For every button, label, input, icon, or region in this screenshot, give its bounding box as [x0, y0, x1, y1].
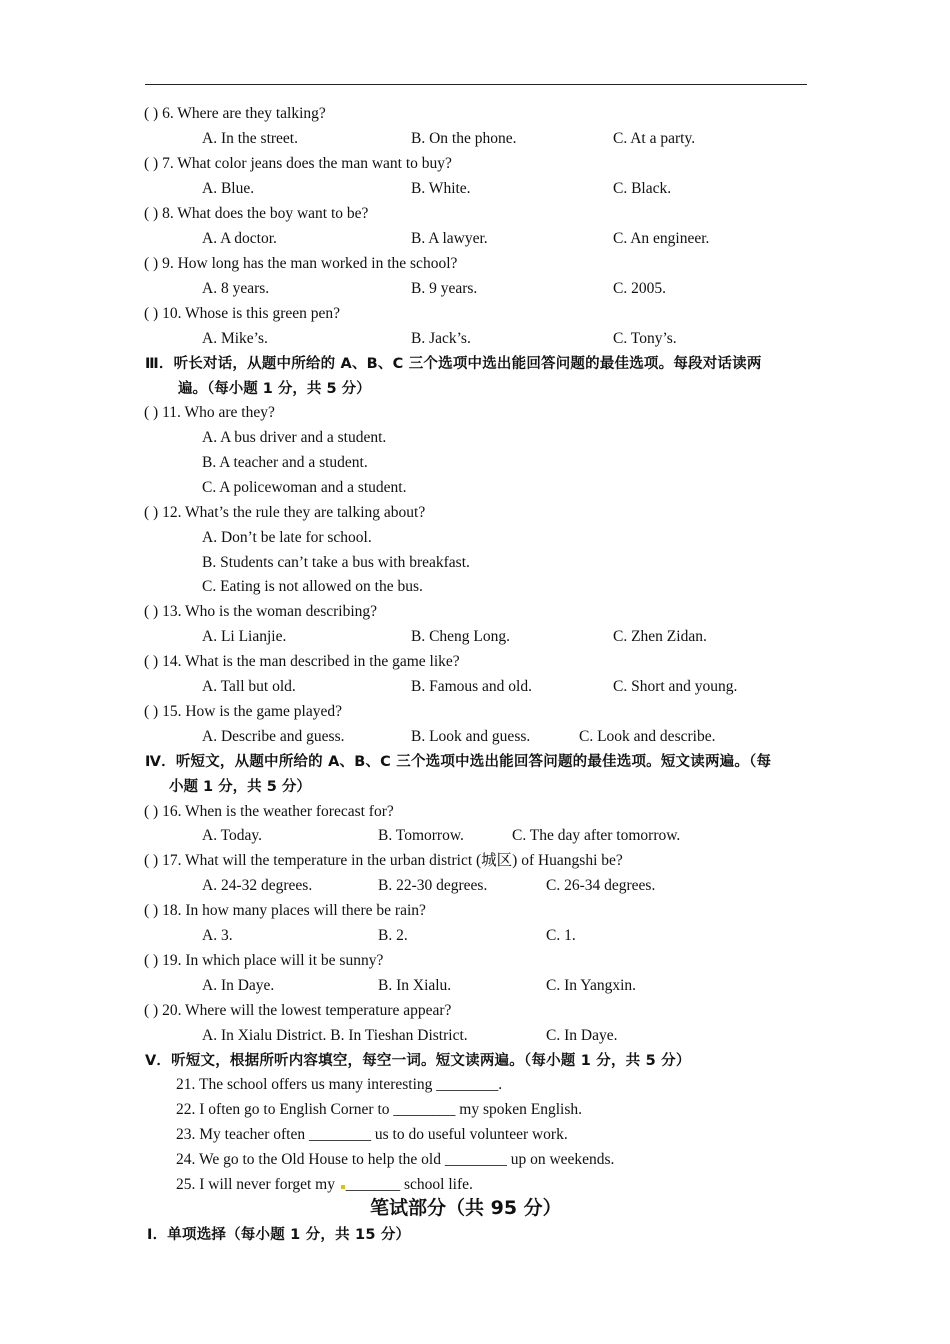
q7-option-b: B. White.	[411, 180, 471, 197]
section-4-heading: Ⅳ．听短文，从题中所给的 A、B、C 三个选项中选出能回答问题的最佳选项。短文读两遍。（每	[145, 754, 772, 770]
q13-option-b: B. Cheng Long.	[411, 628, 511, 645]
q10-option-b: B. Jack’s.	[411, 330, 471, 347]
question-11: ( ) 11. Who are they?	[144, 404, 275, 421]
q13-option-a: A. Li Lianjie.	[202, 628, 287, 645]
q18-option-a: A. 3.	[202, 927, 233, 944]
fill-item-25	[176, 1175, 473, 1195]
q7-option-c: C. Black.	[613, 180, 672, 197]
q7-option-a: A. Blue.	[202, 180, 255, 197]
q19-option-c: C. In Yangxin.	[546, 977, 637, 994]
highlight-mark	[341, 1185, 345, 1189]
q16-option-c: C. The day after tomorrow.	[512, 827, 681, 844]
question-8: ( ) 8. What does the boy want to be?	[144, 205, 369, 222]
question-6: ( ) 6. Where are they talking?	[144, 105, 326, 122]
header-rule	[145, 84, 807, 85]
q17-option-a: A. 24-32 degrees.	[202, 877, 313, 894]
q15-option-a: A. Describe and guess.	[202, 728, 345, 745]
q20-option-c: C. In Daye.	[546, 1027, 618, 1044]
q19-option-a: A. In Daye.	[202, 977, 275, 994]
question-12: ( ) 12. What’s the rule they are talking about?	[144, 504, 426, 521]
section-4-heading-cont: 小题 1 分，共 5 分）	[169, 779, 311, 795]
q18-option-b: B. 2.	[378, 927, 408, 944]
question-19: ( ) 19. In which place will it be sunny?	[144, 952, 384, 969]
q11-option-b: B. A teacher and a student.	[202, 454, 368, 471]
q8-option-a: A. A doctor.	[202, 230, 277, 247]
q14-option-c: C. Short and young.	[613, 678, 738, 695]
fill-item-22: 22. I often go to English Corner to ________ my spoken English.	[176, 1101, 582, 1118]
q9-option-c: C. 2005.	[613, 280, 666, 297]
fill-item-25-before: 25. I will never forget my	[176, 1176, 339, 1193]
fill-item-24: 24. We go to the Old House to help the old ________ up on weekends.	[176, 1151, 615, 1168]
q9-option-a: A. 8 years.	[202, 280, 270, 297]
q6-option-c: C. At a party.	[613, 130, 696, 147]
q15-option-b: B. Look and guess.	[411, 728, 531, 745]
q8-option-c: C. An engineer.	[613, 230, 710, 247]
written-section-1-heading: Ⅰ．单项选择（每小题 1 分，共 15 分）	[147, 1227, 411, 1243]
question-20: ( ) 20. Where will the lowest temperature appear?	[144, 1002, 452, 1019]
q18-option-c: C. 1.	[546, 927, 576, 944]
question-17: ( ) 17. What will the temperature in the urban district (城区) of Huangshi be?	[144, 852, 623, 869]
q15-option-c: C. Look and describe.	[579, 728, 716, 745]
question-9: ( ) 9. How long has the man worked in the school?	[144, 255, 458, 272]
q8-option-b: B. A lawyer.	[411, 230, 488, 247]
q12-option-a: A. Don’t be late for school.	[202, 529, 372, 546]
question-16: ( ) 16. When is the weather forecast for?	[144, 803, 394, 820]
q14-option-a: A. Tall but old.	[202, 678, 296, 695]
q14-option-b: B. Famous and old.	[411, 678, 532, 695]
written-part-title: 笔试部分（共 95 分）	[370, 1197, 562, 1219]
q17-option-b: B. 22-30 degrees.	[378, 877, 488, 894]
question-13: ( ) 13. Who is the woman describing?	[144, 603, 378, 620]
section-3-heading: Ⅲ．听长对话，从题中所给的 A、B、C 三个选项中选出能回答问题的最佳选项。每段对话读两	[145, 356, 762, 372]
section-5-heading: Ⅴ．听短文，根据所听内容填空，每空一词。短文读两遍。（每小题 1 分，共 5 分）	[145, 1053, 691, 1069]
q10-option-c: C. Tony’s.	[613, 330, 677, 347]
q11-option-a: A. A bus driver and a student.	[202, 429, 387, 446]
q16-option-a: A. Today.	[202, 827, 263, 844]
q19-option-b: B. In Xialu.	[378, 977, 452, 994]
fill-item-21: 21. The school offers us many interesting ________.	[176, 1076, 503, 1093]
q20-option-ab: A. In Xialu District. B. In Tieshan District.	[202, 1027, 468, 1044]
q11-option-c: C. A policewoman and a student.	[202, 479, 407, 496]
question-14: ( ) 14. What is the man described in the game like?	[144, 653, 460, 670]
q6-option-b: B. On the phone.	[411, 130, 517, 147]
section-3-heading-cont: 遍。（每小题 1 分，共 5 分）	[178, 381, 371, 397]
q16-option-b: B. Tomorrow.	[378, 827, 464, 844]
fill-item-23: 23. My teacher often ________ us to do useful volunteer work.	[176, 1126, 568, 1143]
q17-option-c: C. 26-34 degrees.	[546, 877, 656, 894]
q12-option-b: B. Students can’t take a bus with breakfast.	[202, 554, 470, 571]
q12-option-c: C. Eating is not allowed on the bus.	[202, 578, 423, 595]
q6-option-a: A. In the street.	[202, 130, 298, 147]
q10-option-a: A. Mike’s.	[202, 330, 268, 347]
q13-option-c: C. Zhen Zidan.	[613, 628, 707, 645]
q9-option-b: B. 9 years.	[411, 280, 478, 297]
question-10: ( ) 10. Whose is this green pen?	[144, 305, 340, 322]
fill-item-25-after: _______ school life.	[345, 1176, 473, 1193]
question-15: ( ) 15. How is the game played?	[144, 703, 342, 720]
question-18: ( ) 18. In how many places will there be rain?	[144, 902, 426, 919]
question-7: ( ) 7. What color jeans does the man want to buy?	[144, 155, 452, 172]
